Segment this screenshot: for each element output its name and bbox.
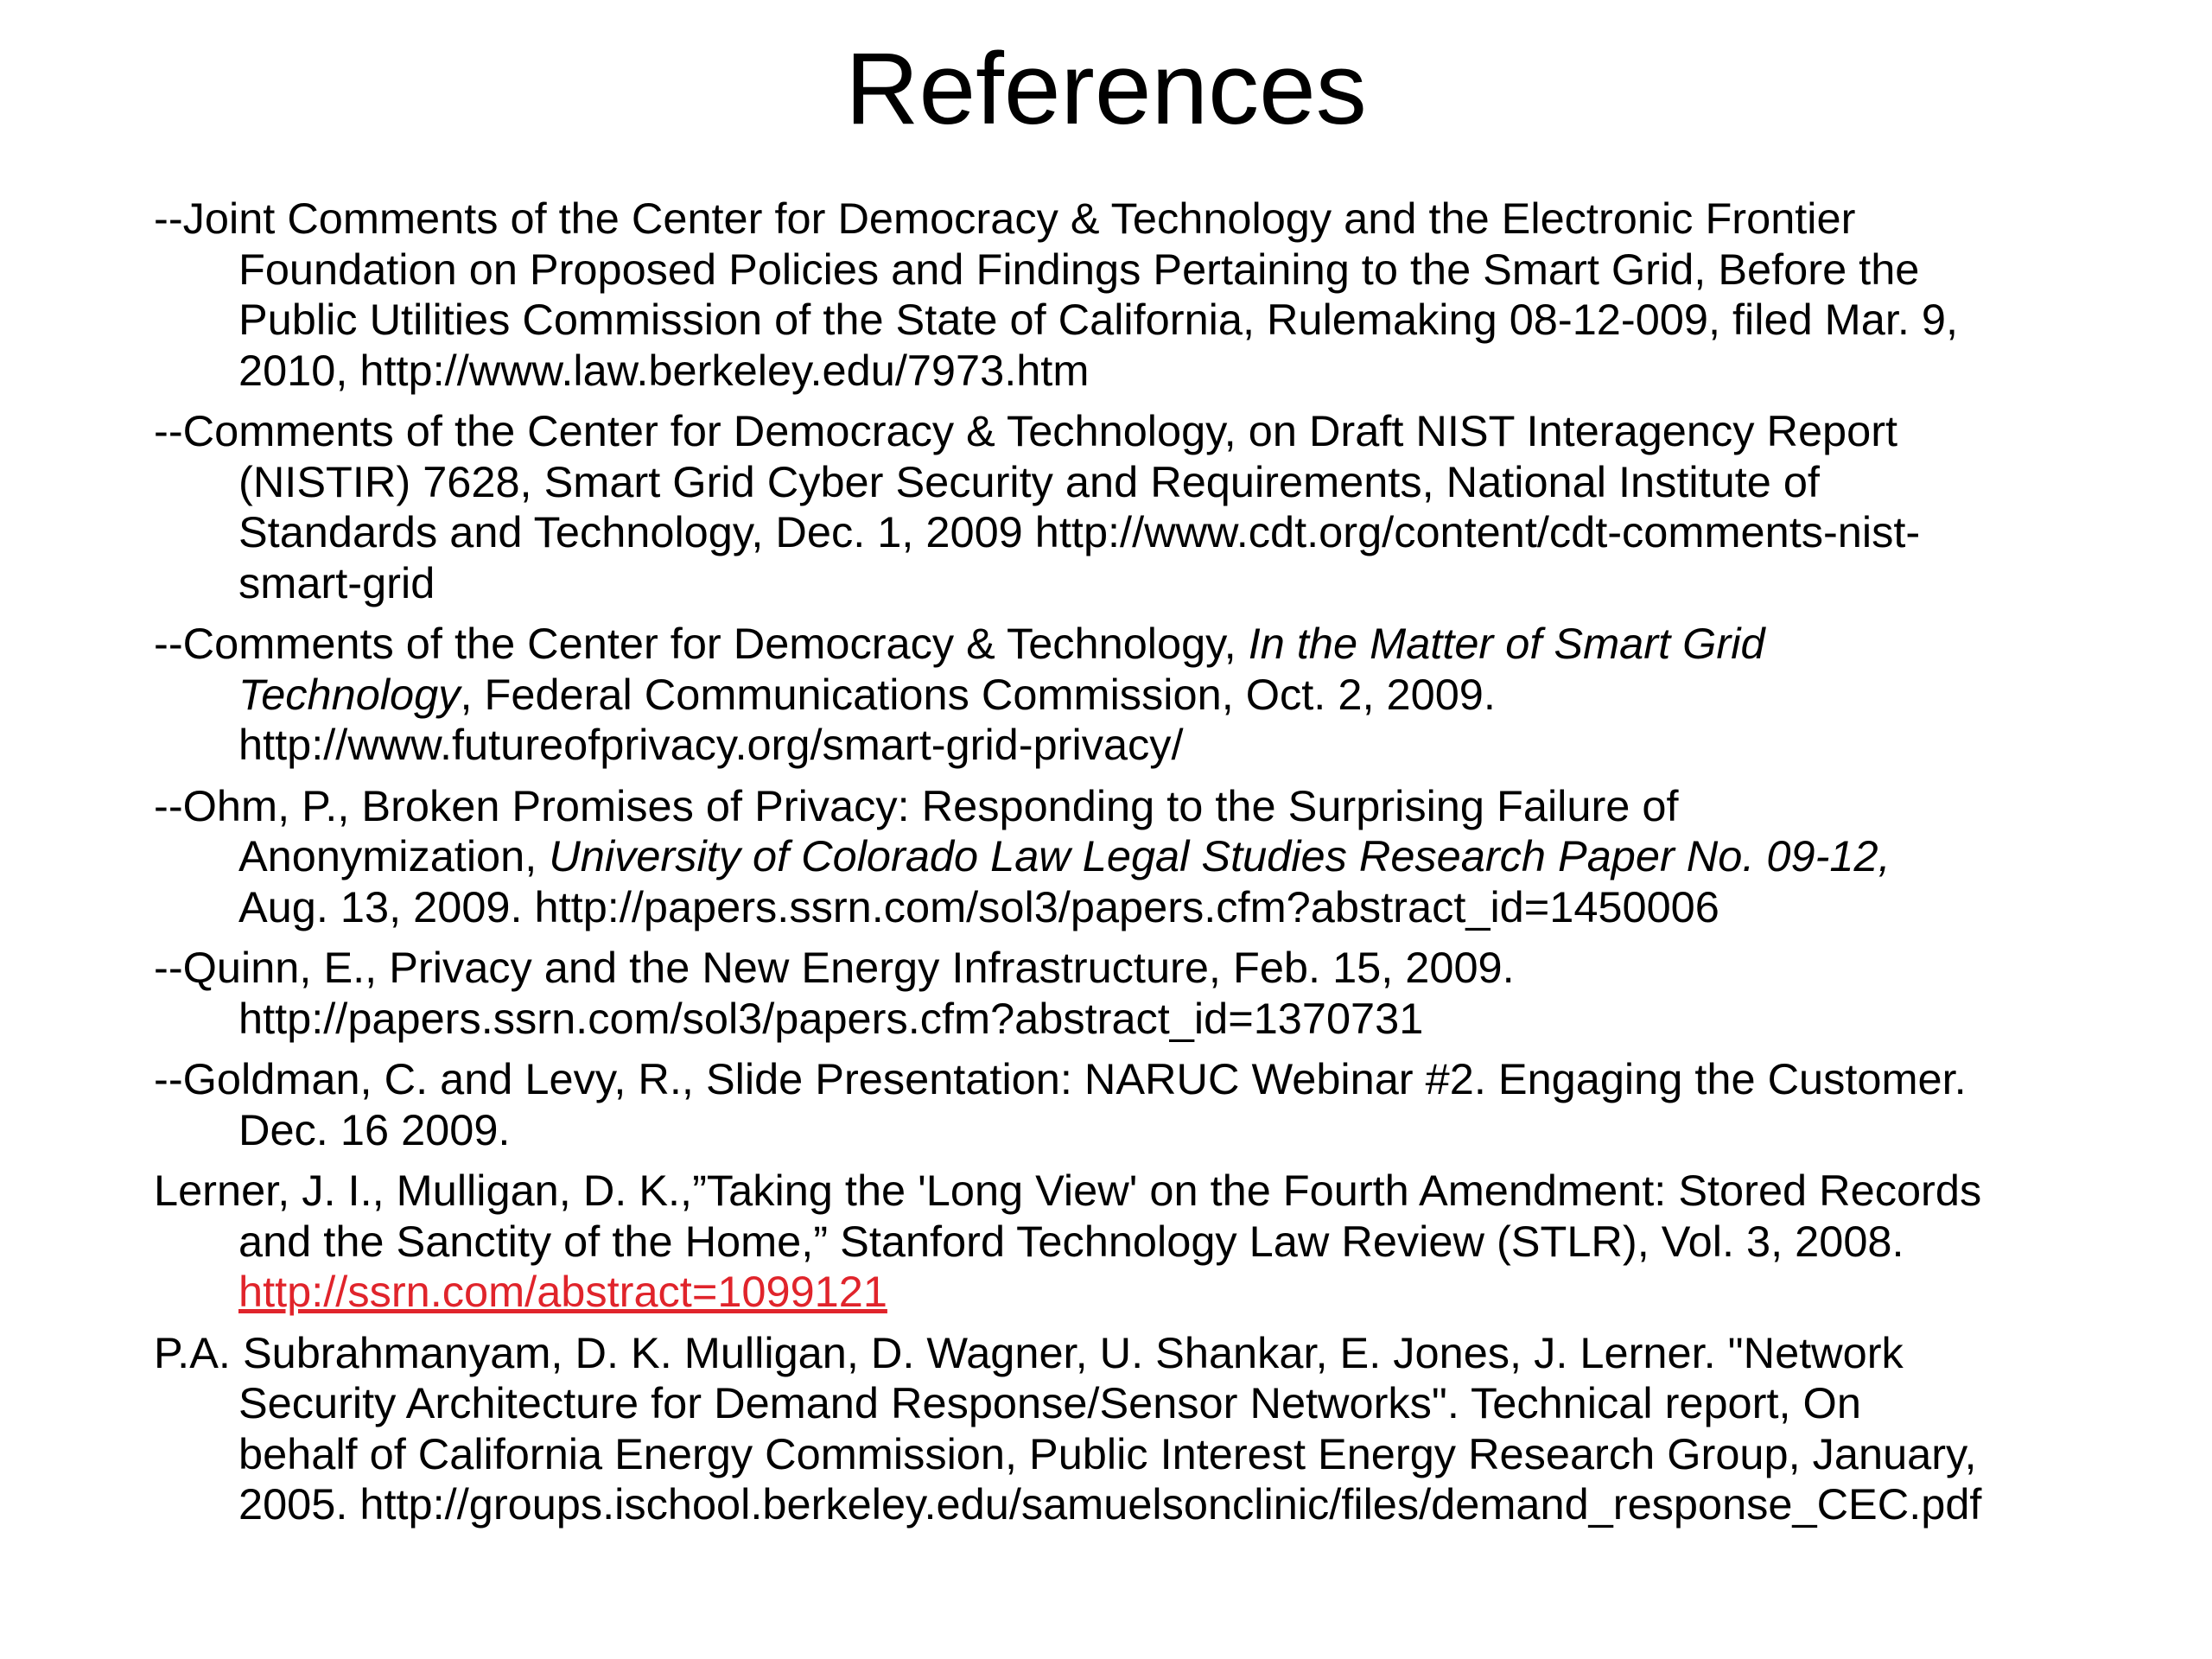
reference-text: --Comments of the Center for Democracy & Technology, on Draft NIST Interagency Report (NISTIR) 7628, Smart Grid Cyber Security and Requirements, National Institute of Standards and Technology, Dec. 1, 2009 http://www.cdt.org/content/cdt-comments-nist-smart-grid — [154, 406, 1921, 607]
reference-item — [154, 1166, 1986, 1318]
reference-text: --Goldman, C. and Levy, R., Slide Presentation: NARUC Webinar #2. Engaging the Customer. Dec. 16 2009. — [154, 1054, 1967, 1154]
reference-item — [154, 1054, 1986, 1155]
reference-text: --Ohm, P., Broken Promises of Privacy: Responding to the Surprising Failure of Anonymization, — [154, 780, 1679, 880]
reference-text: P.A. Subrahmanyam, D. K. Mulligan, D. Wagner, U. Shankar, E. Jones, J. Lerner. "Network Security Architecture for Demand Response/Sensor Networks". Technical report, On behalf of California Energy Commission, Public Interest Energy Research Group, January, 2005. — [154, 1327, 1977, 1529]
reference-url: http://groups.ischool.berkeley.edu/samuelsonclinic/files/demand_response_CEC.pdf — [359, 1479, 1982, 1529]
reference-text: --Joint Comments of the Center for Democracy & Technology and the Electronic Frontier Foundation on Proposed Policies and Findings Pertaining to the Smart Grid, Before the Public Utilities Commission of the State of California, Rulemaking 08-12-009, filed Mar. 9, 2010, http://www.law.berkeley.edu/7973.htm — [154, 194, 1959, 395]
reference-item — [154, 1328, 1986, 1530]
reference-text: Aug. 13, 2009. http://papers.ssrn.com/sol3/papers.cfm?abstract_id=1450006 — [238, 881, 1719, 931]
reference-text: --Quinn, E., Privacy and the New Energy Infrastructure, Feb. 15, 2009. http://papers.ssrn.com/sol3/papers.cfm?abstract_id=1370731 — [154, 943, 1515, 1043]
reference-text: , Federal Communications Commission, Oct. 2, 2009. http://www.futureofprivacy.org/smart-grid-privacy/ — [238, 669, 1496, 769]
reference-list — [154, 194, 1986, 1541]
reference-text: Lerner, J. I., Mulligan, D. K.,”Taking the 'Long View' on the Fourth Amendment: Stored Records and the Sanctity of the Home,” Stanford Technology Law Review (STLR), Vol. 3, 2008. — [154, 1166, 1982, 1266]
reference-text: --Comments of the Center for Democracy & Technology, — [154, 619, 1249, 668]
reference-italic-title: In the Matter of Smart Grid Technology — [238, 619, 1765, 719]
reference-item — [154, 781, 1986, 933]
reference-item — [154, 406, 1986, 608]
reference-link[interactable]: http://ssrn.com/abstract=1099121 — [238, 1267, 887, 1316]
reference-italic-title: University of Colorado Law Legal Studies Research Paper No. 09-12, — [549, 831, 1891, 880]
reference-item — [154, 943, 1986, 1044]
reference-item — [154, 619, 1986, 771]
page-title: References — [845, 32, 1367, 146]
reference-item — [154, 194, 1986, 396]
